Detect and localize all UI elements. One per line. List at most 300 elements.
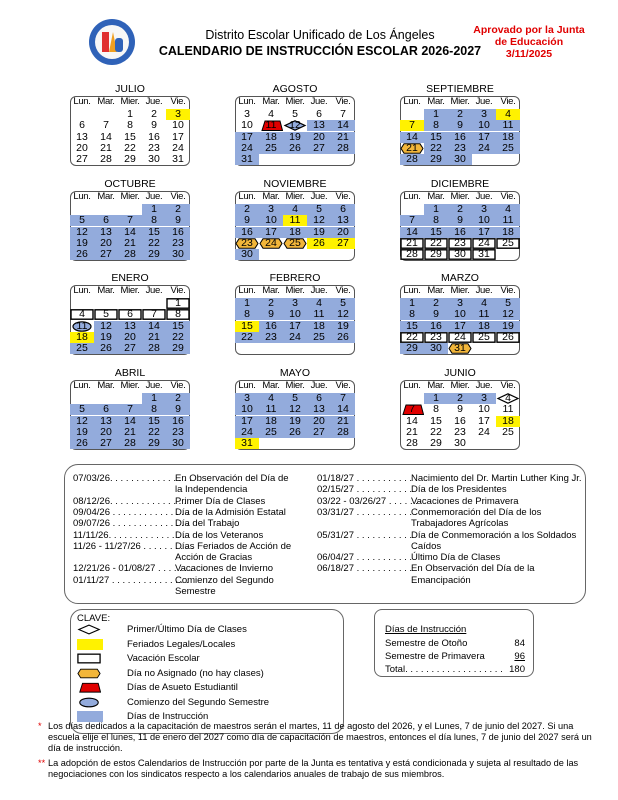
footnote [38,758,598,780]
day-number: 19 [76,425,88,438]
event-text-cont: Semestre [175,586,216,597]
day-number: 21 [337,130,349,143]
day-cell [166,227,190,238]
day-number: 26 [337,330,349,343]
day-number: 18 [265,414,277,427]
event-date: 09/07/26 . . . . . . . . . . . . . . . [73,518,190,530]
day-number: 31 [241,153,253,166]
day-cell [331,427,355,438]
day-cell [424,249,448,260]
day-number: 23 [148,141,160,154]
day-number: 14 [406,130,418,143]
day-cell [118,249,142,260]
day-number: 15 [430,130,442,143]
day-cell [400,404,424,415]
day-cell [142,404,166,415]
weekday-label: Mier. [120,380,140,391]
day-number: 7 [127,403,133,416]
day-number: 19 [76,236,88,249]
day-number: 9 [433,308,439,321]
day-cell [259,332,283,343]
day-cell [259,132,283,143]
day-number: 2 [457,203,463,215]
day-number: 12 [313,214,325,227]
weekday-label: Vie. [335,380,351,391]
day-number: 28 [100,153,112,166]
day-cell [283,416,307,427]
day-number: 20 [337,225,349,238]
day-cell [400,321,424,332]
day-number: 27 [100,248,112,261]
day-cell [94,309,118,320]
month-name: NOVIEMBRE [263,178,327,190]
day-cell [448,154,472,165]
weekday-label: Mar. [262,380,280,391]
day-number: 19 [313,225,325,238]
weekday-label: Vie. [335,285,351,296]
day-number: 21 [100,141,112,154]
day-number: 8 [151,403,157,416]
day-number: 11 [313,308,325,321]
day-cell [331,309,355,320]
day-number: 21 [124,236,136,249]
day-number: 1 [175,297,181,309]
key-box [70,609,344,734]
weekday-label: Mar. [262,285,280,296]
day-number: 19 [337,319,349,332]
day-number: 14 [337,403,349,416]
month-grid [70,380,190,450]
day-number: 6 [340,203,346,215]
month-name: JUNIO [444,367,476,379]
day-number: 9 [457,119,463,132]
day-number: 7 [340,392,346,404]
event-date: 08/12/26. . . . . . . . . . . . . . . . [73,495,192,507]
row-value: 96 [514,651,525,662]
day-cell [142,215,166,226]
day-cell [166,438,190,449]
day-number: 2 [433,297,439,309]
day-cell [424,154,448,165]
diamond-marker-icon [77,624,101,635]
day-cell [424,132,448,143]
instruction-days-title: Días de Instrucción [385,624,467,635]
day-cell [235,416,259,427]
row-label: Semestre de Primavera [385,651,485,662]
weekday-label: Mier. [120,285,140,296]
day-cell [424,416,448,427]
day-number: 30 [172,248,184,261]
day-number: 27 [313,141,325,154]
day-number: 28 [124,248,136,261]
day-number: 12 [337,308,349,321]
day-number: 18 [502,414,514,427]
event-text: Día de Conmemoración a los Soldados [411,529,577,541]
day-number: 30 [454,437,466,450]
month-grid [70,191,190,261]
day-cell [142,438,166,449]
day-number: 2 [244,203,250,215]
day-number: 13 [313,119,325,132]
day-cell [142,120,166,131]
month-julio [70,83,190,166]
day-number: 29 [124,153,136,166]
day-cell [70,120,94,131]
key-label: Días de Instrucción [127,711,209,722]
weekday-label: Mar. [97,285,115,296]
event-date: 12/21/26 - 01/08/27 . . . . . . . [73,563,193,575]
weekday-label: Mier. [285,191,305,202]
day-cell [235,321,259,332]
day-number: 25 [265,425,277,438]
weekday-label: Vie. [335,96,351,107]
day-number: 22 [430,236,442,249]
day-number: 7 [409,403,415,416]
day-cell [307,404,331,415]
day-number: 10 [478,119,490,132]
weekday-label: Jue. [145,191,163,202]
day-cell [70,438,94,449]
day-number: 21 [124,425,136,438]
day-number: 22 [406,330,418,343]
weekday-label: Vie. [170,285,186,296]
day-cell [472,321,496,332]
events-legend [64,464,586,604]
day-number: 20 [76,141,88,154]
day-number: 15 [172,319,184,332]
event-date: 03/31/27 . . . . . . . . . . . [317,506,413,518]
event-text: Primer Día de Clases [175,495,266,507]
key-label: Primer/Último Día de Clases [127,624,247,635]
day-number: 18 [289,225,301,238]
day-number: 27 [76,153,88,166]
box-marker-icon [77,653,101,664]
day-cell [400,154,424,165]
day-number: 4 [292,203,298,215]
day-cell [496,215,520,226]
day-cell [70,249,94,260]
day-number: 28 [148,342,160,355]
weekday-header [400,191,520,203]
day-cell [496,332,520,343]
weekday-header [70,380,190,392]
day-number: 13 [337,214,349,227]
day-number: 16 [265,319,277,332]
weekday-label: Lun. [238,380,256,391]
day-cell [118,309,142,320]
day-cell [259,309,283,320]
weekday-header [235,285,355,297]
day-cell [424,343,448,354]
day-number: 14 [148,319,160,332]
day-number: 3 [292,297,298,309]
month-marzo [400,272,520,355]
month-febrero [235,272,355,355]
event-text: Comienzo del Segundo [175,574,274,586]
key-label: Días de Asueto Estudiantil [127,682,238,693]
day-cell [235,215,259,226]
key-label: Feriados Legales/Locales [127,638,236,650]
weekday-label: Lun. [238,191,256,202]
day-number: 22 [172,330,184,343]
weekday-label: Mar. [427,380,445,391]
day-number: 11 [502,403,514,416]
month-enero [70,272,190,355]
day-number: 24 [454,330,466,343]
day-number: 21 [406,425,418,438]
day-cell [70,321,94,332]
day-cell [400,309,424,320]
day-number: 15 [241,319,253,332]
day-cell [70,343,94,354]
day-cell [142,309,166,320]
row-label: Semestre de Otoño [385,638,468,649]
day-number: 2 [151,108,157,120]
day-cell [142,132,166,143]
day-number: 15 [430,225,442,238]
month-agosto [235,83,355,166]
day-number: 28 [124,437,136,450]
day-cell [400,249,424,260]
day-number: 2 [457,392,463,404]
day-cell [283,132,307,143]
day-number: 18 [502,225,514,238]
day-number: 14 [337,119,349,132]
event-date: 09/04/26 . . . . . . . . . . . . . . . [73,506,190,518]
key-diamond-swatch [77,624,103,635]
day-number: 30 [454,248,466,261]
day-number: 29 [430,248,442,261]
day-cell [166,120,190,131]
day-cell [259,120,283,131]
day-number: 2 [457,108,463,120]
month-name: ABRIL [114,367,146,379]
day-number: 21 [406,236,418,249]
day-cell [331,332,355,343]
day-number: 18 [76,330,88,343]
weekday-label: Jue. [145,285,163,296]
day-cell [94,438,118,449]
weekday-label: Mier. [285,380,305,391]
day-number: 11 [502,214,514,227]
day-number: 14 [124,225,136,238]
weekday-label: Lun. [238,285,256,296]
event-text-cont: Emancipación [411,574,471,586]
day-cell [70,154,94,165]
day-number: 22 [148,236,160,249]
day-number: 6 [103,403,109,416]
day-number: 9 [175,403,181,416]
weekday-label: Lun. [73,380,91,391]
day-cell [331,132,355,143]
day-number: 5 [316,203,322,215]
key-label: Día no Asignado (no hay clases) [127,667,264,679]
day-number: 24 [478,425,490,438]
day-cell [496,404,520,415]
event-text: Días Feriados de Acción de [175,540,292,552]
day-number: 7 [151,308,157,321]
day-number: 11 [502,119,514,132]
day-cell [496,416,520,427]
key-oval-swatch [77,697,103,708]
day-number: 10 [241,119,253,132]
event-text-cont: la Independencia [175,484,248,496]
day-cell [259,404,283,415]
instruction-days-box [374,609,534,677]
weekday-label: Mier. [450,96,470,107]
day-cell [94,416,118,427]
day-number: 17 [241,414,253,427]
day-cell [94,321,118,332]
day-number: 24 [478,141,490,154]
day-cell [70,132,94,143]
month-octubre [70,178,190,261]
footnote-star: ** [38,758,46,768]
month-grid [400,96,520,166]
day-number: 12 [289,119,301,132]
day-number: 22 [124,141,136,154]
day-cell [400,343,424,354]
day-number: 26 [313,236,325,249]
day-cell [307,238,331,249]
day-number: 30 [148,153,160,166]
day-cell [94,227,118,238]
day-cell [166,321,190,332]
day-cell [142,416,166,427]
day-number: 16 [241,225,253,238]
day-cell [307,143,331,154]
day-number: 30 [454,153,466,166]
day-number: 30 [172,437,184,450]
day-number: 26 [76,248,88,261]
day-number: 17 [454,319,466,332]
day-number: 4 [481,297,487,309]
key-title: CLAVE: [77,613,111,624]
day-number: 1 [127,108,133,120]
day-cell [142,343,166,354]
day-cell [166,404,190,415]
day-number: 2 [268,297,274,309]
day-cell [118,416,142,427]
event-text-cont: Acción de Gracias [175,552,253,564]
event-text: Vacaciones de Primavera [411,495,519,507]
weekday-label: Jue. [145,380,163,391]
day-number: 6 [103,214,109,227]
day-number: 1 [409,297,415,309]
day-number: 26 [289,425,301,438]
event-text: Día del Trabajo [175,518,240,530]
day-cell [70,309,94,320]
day-number: 11 [76,319,88,332]
day-number: 7 [409,214,415,227]
day-number: 20 [313,414,325,427]
day-cell [259,143,283,154]
day-number: 16 [430,319,442,332]
day-cell [472,427,496,438]
day-cell [448,416,472,427]
day-cell [307,332,331,343]
day-number: 1 [433,392,439,404]
day-number: 1 [151,392,157,404]
month-grid [400,285,520,355]
day-number: 15 [406,319,418,332]
weekday-header [70,285,190,297]
weekday-label: Mar. [427,96,445,107]
month-grid [235,191,355,261]
day-number: 12 [502,308,514,321]
weekday-label: Mar. [262,96,280,107]
weekday-label: Lun. [73,285,91,296]
day-number: 6 [316,108,322,120]
weekday-label: Mier. [450,380,470,391]
day-number: 21 [148,330,160,343]
day-number: 9 [457,214,463,227]
day-number: 14 [100,130,112,143]
weekday-label: Mar. [97,380,115,391]
day-number: 29 [406,342,418,355]
day-cell [307,227,331,238]
day-number: 12 [100,319,112,332]
day-number: 31 [478,248,490,261]
day-cell [472,309,496,320]
day-cell [331,238,355,249]
day-cell [94,154,118,165]
day-cell [331,404,355,415]
day-cell [448,120,472,131]
day-cell [166,309,190,320]
day-number: 19 [289,130,301,143]
day-number: 18 [502,130,514,143]
event-text: Nacimiento del Dr. Martin Luther King Jr. [411,473,582,484]
day-number: 18 [265,130,277,143]
day-number: 8 [433,403,439,416]
event-text: Vacaciones de Invierno [175,563,274,575]
day-number: 30 [430,342,442,355]
day-cell [118,343,142,354]
day-number: 26 [289,141,301,154]
day-number: 16 [454,130,466,143]
weekday-label: Lun. [73,191,91,202]
day-cell [448,215,472,226]
weekday-label: Mar. [427,191,445,202]
day-number: 13 [100,414,112,427]
day-number: 11 [289,214,301,227]
weekday-label: Vie. [500,285,516,296]
day-number: 28 [337,425,349,438]
day-number: 16 [148,130,160,143]
day-number: 5 [79,403,85,416]
day-number: 31 [172,153,184,166]
key-octagon-swatch [77,668,103,679]
event-text: En Observación del Día de [175,473,289,484]
day-number: 1 [244,297,250,309]
day-cell [142,154,166,165]
weekday-label: Jue. [310,191,328,202]
weekday-label: Lun. [403,285,421,296]
day-cell [400,215,424,226]
day-cell [496,321,520,332]
key-box-swatch [77,653,103,664]
day-number: 4 [268,392,274,404]
day-number: 23 [241,236,253,249]
day-number: 7 [340,108,346,120]
day-cell [94,215,118,226]
day-cell [472,227,496,238]
day-number: 3 [244,392,250,404]
day-cell [331,143,355,154]
day-number: 29 [148,248,160,261]
day-number: 26 [76,437,88,450]
